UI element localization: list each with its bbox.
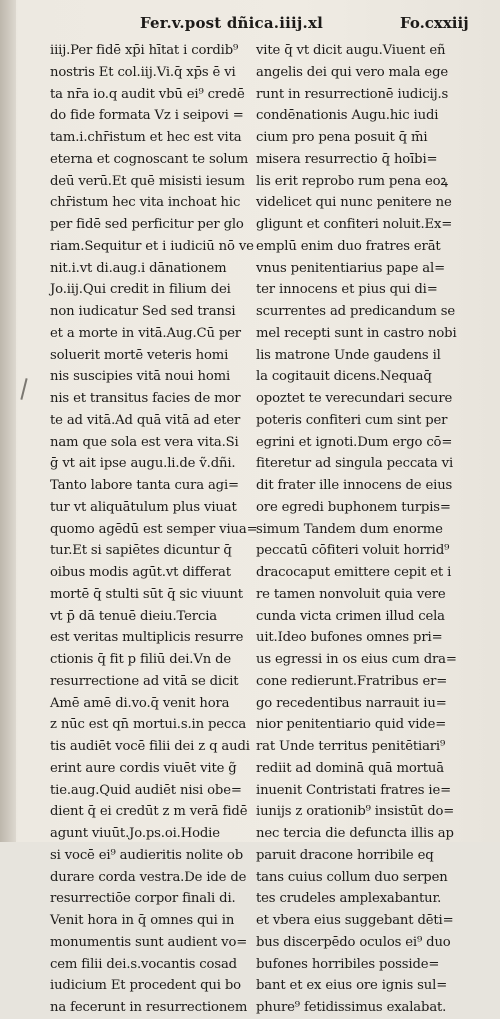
left-column-line: ctionis q̄ fit p filiū dei.Vn de <box>50 652 232 667</box>
right-column-line: condēnationis Augu.hic iudi <box>256 108 439 124</box>
left-column-line: eterna et cognoscant te solum <box>50 151 249 167</box>
left-column-line: Amē amē di.vo.q̄ venit hora <box>50 695 230 711</box>
right-column-line: bufones horribiles posside= <box>256 956 440 972</box>
right-column-line: fiteretur ad singula peccata vi <box>256 456 454 472</box>
right-column-line: ore egredi buphonem turpis= <box>256 499 451 515</box>
left-column-line: tie.aug.Quid audiēt nisi obe= <box>50 782 242 798</box>
left-column-line: riam.Sequitur et i iudiciū nō ve <box>50 238 254 254</box>
right-column-line: egrini et ignoti.Dum ergo cō= <box>256 434 453 450</box>
right-column-line: angelis dei qui vero mala ege <box>256 64 449 80</box>
right-column-line: poteris confiteri cum sint per <box>256 412 448 428</box>
right-column-line: rat Unde territus penitētiari⁹ <box>256 739 446 754</box>
right-column-line: iunijs z orationib⁹ insistūt do= <box>256 804 455 820</box>
left-column-line: non iudicatur Sed sed transi <box>50 304 236 319</box>
right-column-line: cunda victa crimen illud cela <box>256 608 445 624</box>
right-column-line: vite q̄ vt dicit augu.Viuent eñ <box>256 43 446 58</box>
left-column-line: nam que sola est vera vita.Si <box>50 434 239 450</box>
right-column-line: dit frater ille innocens de eius <box>256 478 453 493</box>
right-column-line: paruit dracone horribile eq <box>256 847 434 863</box>
left-column-line: do fide formata Vz i seipovi = <box>50 108 244 124</box>
right-column-line: re tamen nonvoluit quia vere <box>256 586 446 602</box>
right-column-line: rediit ad dominā quā mortuā <box>256 760 444 776</box>
left-column-line: cem filii dei.s.vocantis cosad <box>50 956 237 972</box>
left-column-line: erint aure cordis viuēt vite g̃ <box>50 760 237 776</box>
right-column-line: misera resurrectio q̄ hoībi= <box>256 151 438 167</box>
left-column-line: Tanto labore tanta cura agi= <box>50 478 239 493</box>
right-column-line: cone redierunt.Fratribus er= <box>256 673 448 689</box>
left-column-line: Jo.iij.Qui credit in filium dei <box>50 282 231 298</box>
right-column-line: mel recepti sunt in castro nobi <box>256 325 457 341</box>
left-column-line: mortē q̄ stulti sūt q̄ sic viuunt <box>50 586 243 602</box>
right-column-line: emplū enim duo fratres erāt <box>256 238 441 254</box>
left-column-line: resurrectiōe corpor finali di. <box>50 891 236 907</box>
right-column-line: nior penitentiario quid vide= <box>256 717 447 733</box>
left-column-line: monumentis sunt audient vo= <box>50 934 248 950</box>
left-column-line: quomo agēdū est semper viua= <box>50 521 258 537</box>
left-column-line: durare corda vestra.De ide de <box>50 869 247 885</box>
left-column-line: nit.i.vt di.aug.i dānationem <box>50 260 227 276</box>
left-column-line: per fidē sed perficitur per glo <box>50 217 244 232</box>
left-column-line: tur.Et si sapiētes dicuntur q̄ <box>50 543 232 559</box>
left-column-line: nis et transitus facies de mor <box>50 391 241 406</box>
right-column-line: phure⁹ fetidissimus exalabat. <box>256 1000 447 1015</box>
running-title: Fer.v.post dñica.iiij.xl <box>140 14 323 32</box>
left-column-line: nostris Et col.iij.Vi.q̄ xp̄s ē vi <box>50 64 236 80</box>
left-column-line: est veritas multiplicis resurre <box>50 630 244 646</box>
right-column-line: simum Tandem dum enorme <box>256 521 443 537</box>
left-column-line: tur vt aliquātulum plus viuat <box>50 499 237 515</box>
right-column-line: cium pro pena posuit q̄ m̄i <box>256 130 428 145</box>
left-column-line: Venit hora in q̄ omnes qui in <box>50 913 235 928</box>
right-column-line: inuenit Contristati fratres ie= <box>256 782 452 798</box>
right-column-line: bant et ex eius ore ignis sul= <box>256 978 448 994</box>
right-column-line: videlicet qui nunc penitere ne <box>256 195 452 211</box>
right-column-line: nec tercia die defuncta illis ap <box>256 826 454 841</box>
left-column-line: resurrectione ad vitā se dicit <box>50 673 239 689</box>
right-text-column <box>256 40 478 1019</box>
left-column-line: oibus modis agūt.vt differat <box>50 565 231 580</box>
left-column-line: tam.i.chr̄istum et hec est vita <box>50 130 242 145</box>
right-column-line: runt in resurrectionē iudicij.s <box>256 86 449 102</box>
right-column-line: scurrentes ad predicandum se <box>256 304 456 319</box>
left-column-line: te ad vitā.Ad quā vitā ad eter <box>50 412 241 428</box>
right-column-line: vnus penitentiarius pape al= <box>256 260 445 276</box>
right-column-line: us egressi in os eius cum dra= <box>256 652 457 667</box>
left-column-line: chr̄istum hec vita inchoat hic <box>50 195 241 211</box>
right-column-line: la cogitauit dicens.Nequaq̄ <box>256 369 432 385</box>
right-column-line: lis erit reprobo rum pena eoꝝ <box>256 173 448 189</box>
right-column-line: go recedentibus narrauit iu= <box>256 695 447 711</box>
binding-gutter <box>0 0 16 842</box>
left-column-line: iudicium Et procedent qui bo <box>50 978 241 994</box>
right-column-line: tes crudeles amplexabantur. <box>256 891 442 907</box>
left-column-line: iiij.Per fidē xp̄i hītat i cordib⁹ <box>50 43 239 58</box>
left-column-line: agunt viuūt.Jo.ps.oi.Hodie <box>50 826 220 841</box>
page-header <box>0 14 500 36</box>
left-column-line: z nūc est qn̄ mortui.s.in pecca <box>50 717 247 733</box>
left-column-line: tis audiēt vocē filii dei z q audi <box>50 739 250 754</box>
right-column-line: opoztet te verecundari secure <box>256 391 453 406</box>
right-column-line: uit.Ideo bufones omnes pri= <box>256 630 443 646</box>
right-column-line: bus discerpēdo oculos ei⁹ duo <box>256 934 451 950</box>
left-column-line: na fecerunt in resurrectionem <box>50 1000 248 1015</box>
left-column-line: nis suscipies vitā noui homi <box>50 369 231 385</box>
left-column-line: dient q̄ ei credūt z m verā fidē <box>50 804 248 820</box>
right-column-line: ter innocens et pius qui di= <box>256 282 438 298</box>
folio-number: Fo.cxxiij <box>400 14 469 32</box>
margin-pen-mark <box>20 378 27 400</box>
right-column-line: peccatū cōfiteri voluit horrid⁹ <box>256 543 450 559</box>
right-column-line: lis matrone Unde gaudens il <box>256 347 441 363</box>
left-column-line: deū verū.Et quē misisti iesum <box>50 173 245 189</box>
left-column-line: et a morte in vitā.Aug.Cū per <box>50 325 241 341</box>
right-column-line: gligunt et confiteri noluit.Ex= <box>256 217 453 232</box>
left-column-line: soluerit mortē veteris homi <box>50 347 229 363</box>
left-text-column <box>50 40 258 1019</box>
right-column-line: et vbera eius suggebant dēti= <box>256 913 454 928</box>
right-column-line: tans cuius collum duo serpen <box>256 869 448 885</box>
left-column-line: ḡ vt ait ipse augu.li.de ṽ.dñi. <box>50 456 236 472</box>
right-column-line: dracocaput emittere cepit et i <box>256 565 452 580</box>
left-column-line: si vocē ei⁹ audieritis nolite ob <box>50 847 244 863</box>
left-column-line: vt p̄ dā tenuē dieiu.Tercia <box>50 608 217 624</box>
left-column-line: ta nr̄a io.q audit vbū ei⁹ credē <box>50 86 245 102</box>
